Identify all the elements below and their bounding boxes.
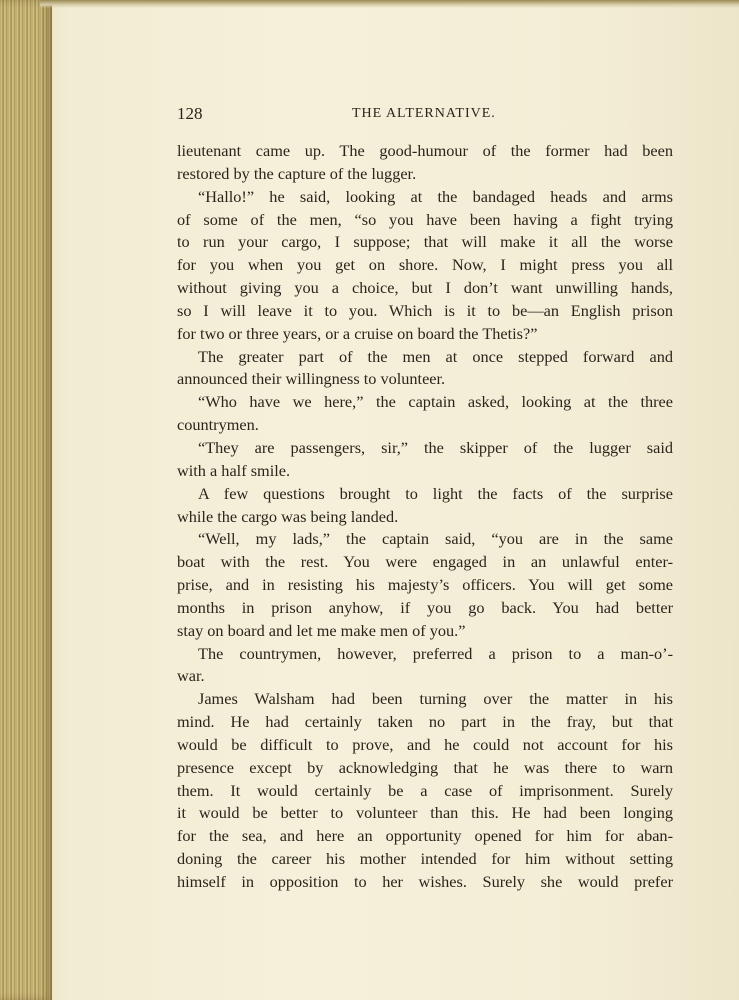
text-line: stay on board and let me make men of you.” — [177, 620, 466, 640]
text-line: with a half smile. — [177, 460, 291, 480]
page-number: 128 — [177, 104, 203, 123]
text-line: it would be better to volunteer than this. He had been longing — [177, 803, 673, 823]
text-line: “They are passengers, sir,” the skipper of the lugger said — [198, 437, 673, 457]
text-line: for the sea, and here an opportunity opened for him for aban- — [177, 826, 673, 846]
text-line: A few questions brought to light the facts of the surprise — [198, 483, 673, 503]
text-line: without giving you a choice, but I don’t want unwilling hands, — [177, 278, 673, 298]
text-line: “Hallo!” he said, looking at the bandaged heads and arms — [198, 186, 673, 206]
text-line: “Well, my lads,” the captain said, “you are in the same — [198, 529, 673, 549]
text-line: The greater part of the men at once stepped forward and — [198, 346, 673, 366]
text-line: so I will leave it to you. Which is it to be—an English prison — [177, 300, 673, 320]
page-top-edge — [40, 0, 739, 8]
text-line: for two or three years, or a cruise on board the Thetis?” — [177, 323, 538, 343]
text-line: to run your cargo, I suppose; that will make it all the worse — [177, 232, 673, 252]
text-line: mind. He had certainly taken no part in the fray, but that — [177, 712, 673, 732]
text-line: himself in opposition to her wishes. Surely she would prefer — [177, 872, 673, 891]
text-line: lieutenant came up. The good-humour of the former had been — [177, 141, 673, 160]
text-line: them. It would certainly be a case of imprisonment. Surely — [177, 780, 673, 800]
text-line: prise, and in resisting his majesty’s officers. You will get some — [177, 575, 673, 595]
text-line: while the cargo was being landed. — [177, 506, 399, 526]
text-line: restored by the capture of the lugger. — [177, 163, 417, 183]
text-line: months in prison anyhow, if you go back. You had better — [177, 597, 673, 617]
body-text — [177, 140, 673, 894]
text-line: announced their willingness to volunteer. — [177, 369, 446, 389]
text-line: countrymen. — [177, 415, 259, 435]
text-line: The countrymen, however, preferred a prison to a man-o’- — [198, 643, 673, 663]
running-header — [177, 104, 673, 130]
book-spine-edge — [0, 0, 52, 1000]
running-title: THE ALTERNATIVE. — [352, 106, 496, 121]
text-line: James Walsham had been turning over the matter in his — [198, 689, 673, 709]
text-line: presence except by acknowledging that he was there to warn — [177, 757, 673, 777]
text-line: for you when you get on shore. Now, I might press you all — [177, 255, 673, 275]
text-line: doning the career his mother intended for him without setting — [177, 849, 673, 869]
text-line: of some of the men, “so you have been having a fight trying — [177, 209, 673, 229]
text-line: would be difficult to prove, and he could not account for his — [177, 734, 673, 754]
text-line: war. — [177, 666, 205, 686]
text-line: boat with the rest. You were engaged in an unlawful enter- — [177, 552, 673, 572]
text-line: “Who have we here,” the captain asked, looking at the three — [198, 392, 673, 412]
